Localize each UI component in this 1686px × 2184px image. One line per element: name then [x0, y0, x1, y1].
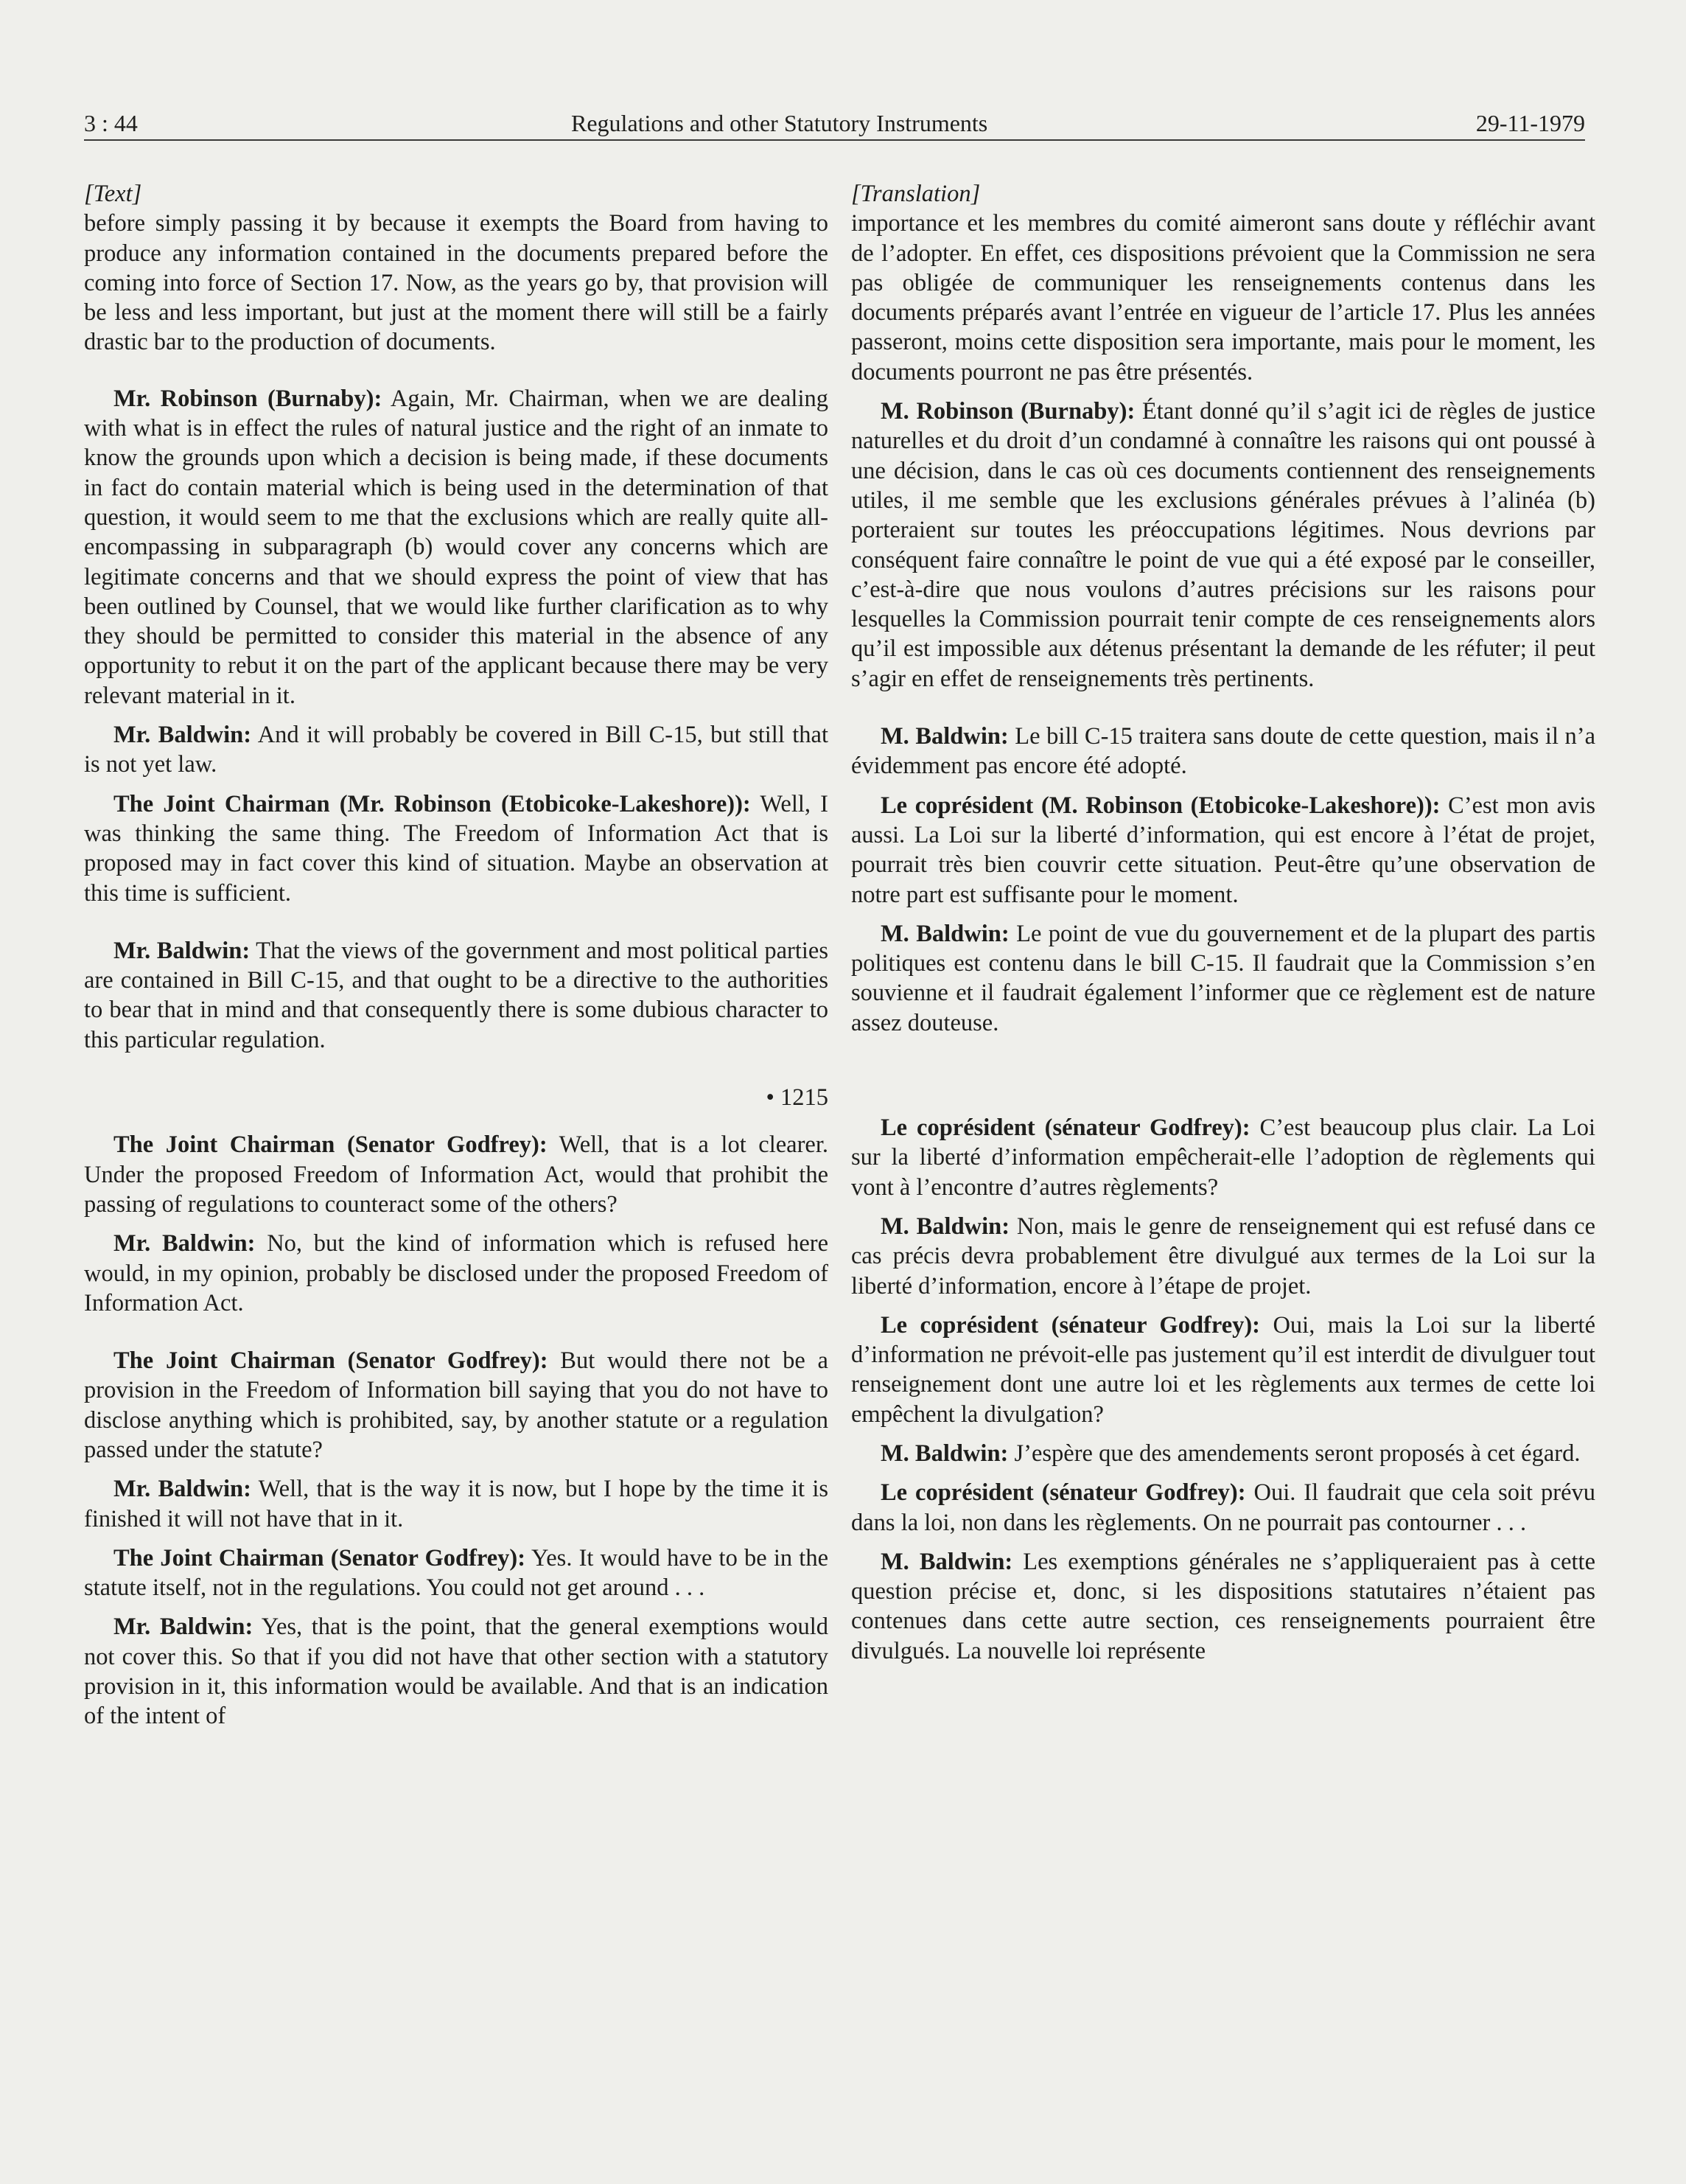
speech-paragraph — [851, 919, 1595, 1038]
speech-text: Well, that is a lot clearer. Under the proposed Freedom of Information Act, would that prohibit the passing of regulations to counteract some of the others? — [84, 1131, 828, 1218]
speaker-name: The Joint Chairman (Senator Godfrey): — [113, 1347, 548, 1375]
speech-paragraph — [84, 384, 828, 711]
speech-paragraph — [84, 1612, 828, 1731]
speech-paragraph — [851, 722, 1595, 781]
speech-paragraph — [851, 1547, 1595, 1666]
speech-paragraph — [851, 1212, 1595, 1301]
speech-text: Étant donné qu’il s’agit ici de règles de justice naturelles et du droit d’un condamné à connaître les raisons qui ont poussé à une décision, dans le cas où ces documents contiennent des renseignements utiles, il me semble que les exclusions générales prévues à l’alinéa (b) porteraient sur toutes les préoccupations légitimes. Nous devrions par conséquent faire connaître le point de vue qui a été exposé par le conseiller, c’est-à-dire que nous voulons d’autres précisions sur les raisons pour lesquelles la Commission pourrait tenir compte de ces renseignements alors qu’il est impossible aux détenus présentant la demande de les réfuter; il peut s’agir en effet de renseignements très pertinents. — [851, 398, 1596, 692]
intro-paragraph: before simply passing it by because it exempts the Board from having to produce any information contained in the documents prepared before the coming into force of Section 17. Now, as the years go by, that provision will be less and less important, but just at the moment there will still be a fairly drastic bar to the production of documents. — [84, 210, 828, 356]
speaker-name: M. Baldwin: — [881, 920, 1010, 947]
speaker-name: Mr. Baldwin: — [113, 1613, 253, 1641]
running-title: Regulations and other Statutory Instruments — [571, 110, 988, 136]
speech-paragraph — [84, 1543, 828, 1603]
speech-text: Well, that is the way it is now, but I hope by the time it is finished it will not have that in it. — [84, 1476, 829, 1532]
speech-text: Oui. Il faudrait que cela soit prévu dans la loi, non dans les règlements. On ne pourrait pas contourner . . . — [851, 1479, 1596, 1536]
intro-paragraph: importance et les membres du comité aimeront sans doute y réfléchir avant de l’adopter. En effet, ces dispositions prévoient que la Commission ne sera pas obligée de communiquer les renseignements contenus dans les documents préparés avant l’entrée en vigueur de l’article 17. Plus les années passeront, moins cette disposition sera importante, mais pour le moment, les documents pourront ne pas être présentés. — [851, 210, 1595, 385]
header-rule — [84, 139, 1585, 141]
speech-text: Yes. It would have to be in the statute itself, not in the regulations. You could not get around . . . — [84, 1544, 828, 1602]
speech-paragraph — [851, 1113, 1595, 1202]
speech-text: That the views of the government and most political parties are contained in Bill C-15, and that ought to be a directive to the authorities to bear that in mind and that consequently there is some dubious character to this particular regulation. — [84, 937, 829, 1053]
speech-paragraph — [84, 1229, 828, 1318]
speaker-name: Le coprésident (sénateur Godfrey): — [881, 1311, 1261, 1339]
speech-paragraph — [851, 1311, 1595, 1429]
speaker-name: The Joint Chairman (Mr. Robinson (Etobicoke-Lakeshore)): — [113, 790, 751, 817]
speech-paragraph — [84, 936, 828, 1055]
speech-text: Non, mais le genre de renseignement qui est refusé dans ce cas précis devra probablement être divulgué aux termes de la Loi sur la liberté d’information, encore à l’étape de projet. — [851, 1213, 1596, 1299]
speaker-name: Le coprésident (sénateur Godfrey): — [881, 1479, 1246, 1507]
speech-text: Again, Mr. Chairman, when we are dealing with what is in effect the rules of natural justice and the right of an inmate to know the grounds upon which a decision is being made, if these documents in fact do contain material which is being used in the determination of that question, it would seem to me that the exclusions which are really quite all-encompassing in subparagraph (b) would cover any concerns which are legitimate concerns and that we should express the point of view that has been outlined by Counsel, that we would like further clarification as to why they should be permitted to consider this material in the absence of any opportunity to rebut it on the part of the applicant because there may be very relevant material in it. — [84, 385, 828, 709]
speech-paragraph — [851, 1439, 1595, 1468]
speaker-name: The Joint Chairman (Senator Godfrey): — [113, 1544, 526, 1571]
speaker-name: Mr. Baldwin: — [113, 1230, 256, 1257]
column-label: [Text] — [84, 181, 142, 207]
speaker-name: Le coprésident (sénateur Godfrey): — [881, 1114, 1250, 1142]
speech-text: No, but the kind of information which is refused here would, in my opinion, probably be disclosed under the proposed Freedom of Information Act. — [84, 1230, 829, 1316]
speaker-name: Mr. Baldwin: — [113, 722, 252, 749]
speaker-name: The Joint Chairman (Senator Godfrey): — [113, 1131, 548, 1159]
header-date: 29-11-1979 — [1475, 110, 1585, 136]
speaker-name: M. Baldwin: — [881, 723, 1009, 750]
page-number: 3 : 44 — [84, 110, 138, 136]
speaker-name: Mr. Baldwin: — [113, 1476, 251, 1503]
speaker-name: Le coprésident (M. Robinson (Etobicoke-Lakeshore)): — [881, 792, 1441, 819]
speech-paragraph — [851, 1478, 1595, 1538]
french-column — [851, 179, 1595, 1675]
speech-text: Yes, that is the point, that the general exemptions would not cover this. So that if you did not have that other section with a statutory provision in it, this information would be available. And that is an indication of the intent of — [84, 1613, 829, 1730]
time-marker: • 1215 — [766, 1084, 828, 1112]
speech-paragraph — [851, 791, 1595, 910]
speech-paragraph — [84, 1474, 828, 1534]
speech-text: Le bill C-15 traitera sans doute de cette question, mais il n’a évidemment pas encore été adopté. — [851, 723, 1595, 780]
speech-paragraph — [84, 789, 828, 908]
speech-paragraph — [84, 1346, 828, 1465]
speaker-name: M. Baldwin: — [881, 1440, 1009, 1467]
speech-paragraph — [851, 397, 1595, 694]
speech-text: Le point de vue du gouvernement et de la plupart des partis politiques est contenu dans le bill C-15. Il faudrait que la Commission s’en souvienne et il faudrait également l’informer que ce règlement est de nature assez douteuse. — [851, 920, 1596, 1036]
speech-text: Les exemptions générales ne s’appliqueraient pas à cette question précise et, donc, si les dispositions statutaires n’étaient pas contenues dans cette autre section, ces renseignements pourraient être divulgués. La nouvelle loi représente — [851, 1548, 1595, 1664]
speech-text: And it will probably be covered in Bill C-15, but still that is not yet law. — [84, 722, 828, 778]
column-label: [Translation] — [851, 181, 981, 207]
speech-paragraph — [84, 720, 828, 780]
speech-paragraph — [84, 1130, 828, 1219]
speaker-name: Mr. Baldwin: — [113, 937, 251, 964]
speaker-name: M. Baldwin: — [881, 1213, 1010, 1240]
speaker-name: M. Baldwin: — [881, 1548, 1013, 1575]
speech-text: C’est beaucoup plus clair. La Loi sur la liberté d’information empêcherait-elle l’adoption de règlements qui vont à l’encontre d’autres règlements? — [851, 1114, 1596, 1201]
speech-text: But would there not be a provision in the Freedom of Information bill saying that you do not have to disclose anything which is prohibited, say, by another statute or a regulation passed under the statute? — [84, 1347, 828, 1463]
english-column — [84, 179, 828, 1741]
speech-text: Oui, mais la Loi sur la liberté d’information ne prévoit-elle pas justement qu’il est interdit de divulguer tout renseignement dont une autre loi et les règlements aux termes de cette loi empêchent la divulgation? — [851, 1311, 1595, 1428]
speaker-name: M. Robinson (Burnaby): — [881, 398, 1136, 425]
speech-text: C’est mon avis aussi. La Loi sur la liberté d’information, qui est encore à l’état de projet, pourrait très bien couvrir cette situation. Peut-être qu’une observation de notre part est suffisante pour le moment. — [851, 792, 1596, 908]
speech-text: J’espère que des amendements seront proposés à cet égard. — [1014, 1440, 1581, 1467]
speech-text: Well, I was thinking the same thing. The Freedom of Information Act that is proposed may in fact cover this kind of situation. Maybe an observation at this time is sufficient. — [84, 790, 828, 907]
speaker-name: Mr. Robinson (Burnaby): — [113, 385, 382, 412]
